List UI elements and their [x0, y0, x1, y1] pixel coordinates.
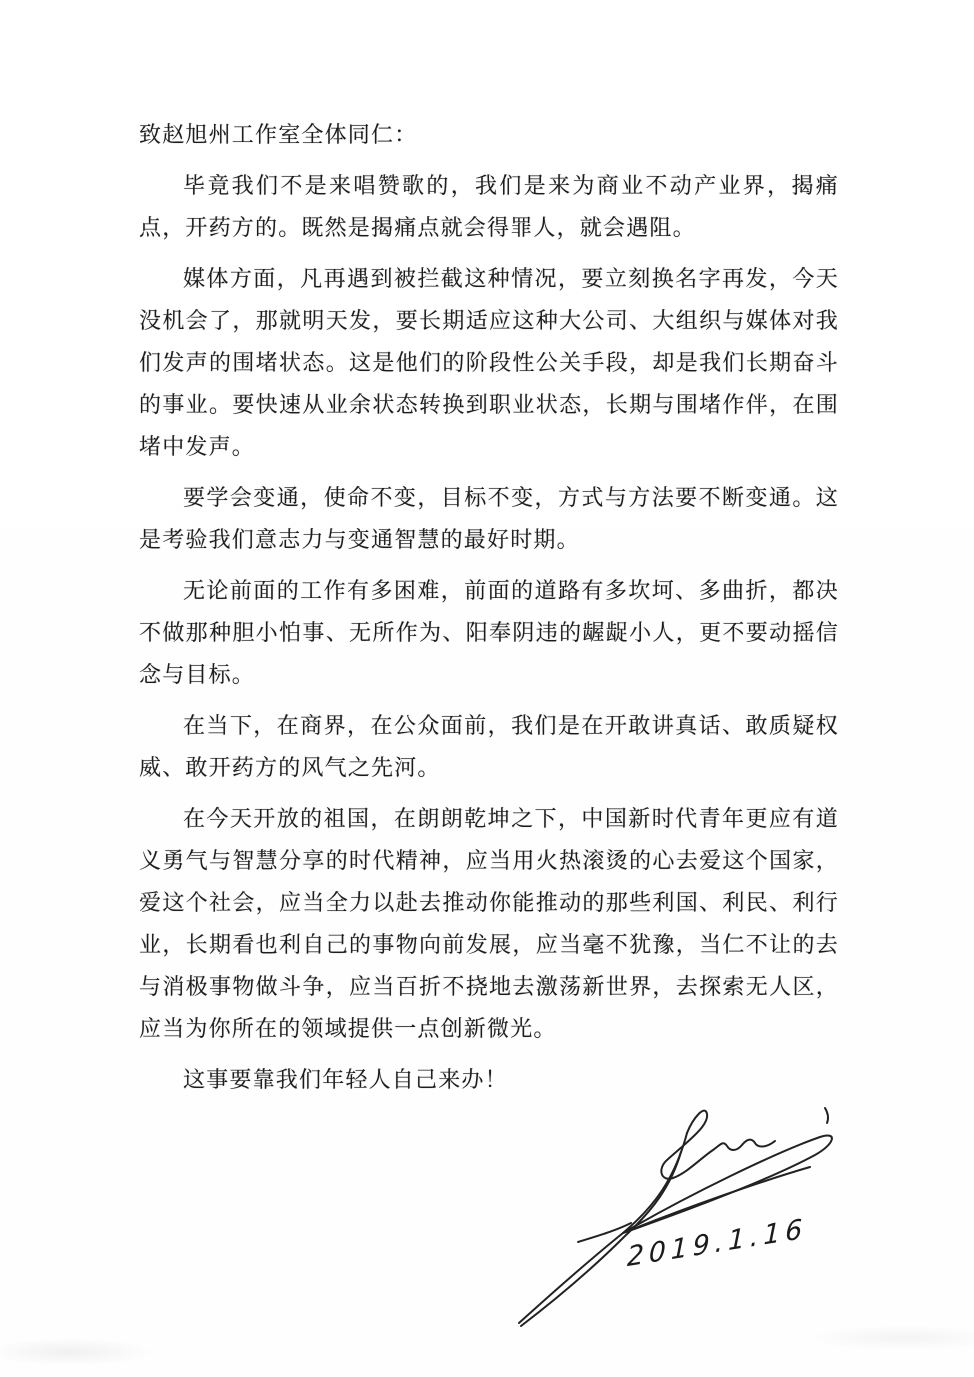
paragraph-5: 在当下，在商界，在公众面前，我们是在开敢讲真话、敢质疑权威、敢开药方的风气之先河。	[139, 713, 839, 780]
salutation: 致赵旭州工作室全体同仁：	[139, 122, 418, 147]
paragraph-2: 媒体方面，凡再遇到被拦截这种情况，要立刻换名字再发，今天没机会了，那就明天发，要长期适应这种大公司、大组织与媒体对我们发声的围堵状态。这是他们的阶段性公关手段，却是我们长期奋斗的事业。要快速从业余状态转换到职业状态，长期与围堵作伴，在围堵中发声。	[139, 266, 839, 459]
signature-date: 2019.1.16	[626, 1213, 808, 1274]
signature-block	[515, 1090, 915, 1340]
paragraph-7: 这事要靠我们年轻人自己来办！	[183, 1067, 508, 1092]
paragraph-4: 无论前面的工作有多困难，前面的道路有多坎坷、多曲折，都决不做那种胆小怕事、无所作为、阳奉阴违的龌龊小人，更不要动摇信念与目标。	[139, 578, 839, 687]
paragraph-3: 要学会变通，使命不变，目标不变，方式与方法要不断变通。这是考验我们意志力与变通智慧的最好时期。	[139, 485, 839, 552]
handwritten-signature-icon	[515, 1090, 915, 1340]
paragraph-1: 毕竟我们不是来唱赞歌的，我们是来为商业不动产业界，揭痛点，开药方的。既然是揭痛点就会得罪人，就会遇阻。	[139, 173, 839, 240]
paragraph-6: 在今天开放的祖国，在朗朗乾坤之下，中国新时代青年更应有道义勇气与智慧分享的时代精神，应当用火热滚烫的心去爱这个国家，爱这个社会，应当全力以赴去推动你能推动的那些利国、利民、利行业，长期看也利自己的事物向前发展，应当毫不犹豫，当仁不让的去与消极事物做斗争，应当百折不挠地去激荡新世界，去探索无人区，应当为你所在的领域提供一点创新微光。	[139, 806, 839, 1041]
letter-body	[139, 114, 839, 1110]
